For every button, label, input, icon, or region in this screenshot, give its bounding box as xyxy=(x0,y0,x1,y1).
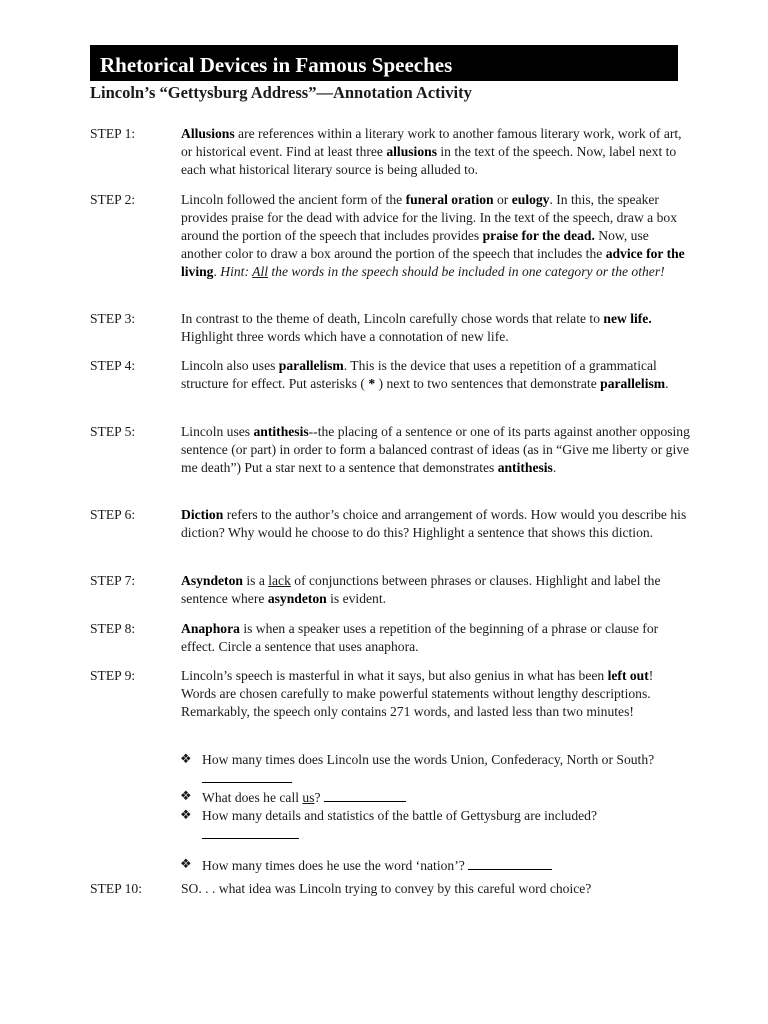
step-label: STEP 3: xyxy=(90,311,136,326)
text-run: . In this, the speaker provides praise for the dead with advice for the living. In the text of the speech, draw a box around the portion of the speech that includes provides xyxy=(181,192,678,243)
step-text xyxy=(181,423,691,477)
text-run: How many times does he use the word ‘nation’? xyxy=(202,858,469,873)
text-run: Hint: xyxy=(220,264,253,279)
title-bar xyxy=(90,45,678,81)
step-text xyxy=(181,572,691,608)
text-run: the words in the speech should be included in one category or the other! xyxy=(268,264,665,279)
text-run: . xyxy=(665,376,669,391)
text-run: * xyxy=(368,376,376,391)
step-text xyxy=(181,667,691,721)
text-run: SO. . . what idea was Lincoln trying to convey by this careful word choice? xyxy=(181,881,592,896)
text-run: . This is the device that uses a repetition of a grammatical structure for effect. Put asterisks ( xyxy=(181,358,657,391)
text-run: refers to the author’s choice and arrangement of words. How would you describe his diction? Why would he choose to do this? Highlight a sentence that shows this diction. xyxy=(181,507,687,540)
diamond-bullet-icon: ❖ xyxy=(180,752,192,767)
text-run: Allusions xyxy=(181,126,235,141)
text-run: --the placing of a sentence or one of its parts against another opposing sentence (or part) in order to form a balanced contrast of ideas (as in “Give me liberty or give me death”) Put a star next to a sentence that demonstrates xyxy=(181,424,690,475)
text-run: All xyxy=(252,264,268,279)
diamond-bullet-icon: ❖ xyxy=(180,808,192,823)
step-text xyxy=(181,357,691,393)
step-label: STEP 5: xyxy=(90,424,136,439)
text-run: are references within a literary work to another famous literary work, work of art, or historical event. Find at least three xyxy=(181,126,682,159)
question-list xyxy=(180,751,680,875)
step-label: STEP 8: xyxy=(90,621,136,636)
page-subtitle: Lincoln’s “Gettysburg Address”—Annotation Activity xyxy=(90,83,472,102)
answer-blank[interactable] xyxy=(468,856,552,870)
text-run: of conjunctions between phrases or clauses. Highlight and label the sentence where xyxy=(181,573,661,606)
text-run: left out xyxy=(607,668,649,683)
diamond-bullet-icon: ❖ xyxy=(180,857,192,872)
step-label: STEP 4: xyxy=(90,358,136,373)
text-run: antithesis xyxy=(497,460,553,475)
step-text xyxy=(181,506,691,542)
question-text xyxy=(202,790,324,805)
text-run: ! Words are chosen carefully to make powerful statements without lengthy descriptions. Remarkably, the speech only contains 271 words, and lasted less than two minutes! xyxy=(181,668,654,719)
text-run: In contrast to the theme of death, Lincoln carefully chose words that relate to xyxy=(181,311,604,326)
question-item xyxy=(180,751,672,788)
answer-blank[interactable] xyxy=(202,769,292,783)
question-item xyxy=(180,807,662,844)
text-run: parallelism xyxy=(600,376,666,391)
step-label: STEP 9: xyxy=(90,668,136,683)
text-run: Lincoln’s speech is masterful in what it says, but also genius in what has been xyxy=(181,668,608,683)
text-run: is evident. xyxy=(326,591,387,606)
text-run: Lincoln uses xyxy=(181,424,254,439)
text-run: . xyxy=(552,460,557,475)
page-title: Rhetorical Devices in Famous Speeches xyxy=(100,53,453,77)
text-run: Diction xyxy=(181,507,224,522)
text-run: ) next to two sentences that demonstrate xyxy=(375,376,601,391)
text-run: is when a speaker uses a repetition of the beginning of a phrase or clause for effect. Circle a sentence that uses anaphora. xyxy=(181,621,659,654)
diamond-bullet-icon: ❖ xyxy=(180,789,192,804)
question-text xyxy=(202,752,654,767)
text-run: allusions xyxy=(386,144,437,159)
text-run: eulogy xyxy=(511,192,550,207)
text-run: Highlight three words which have a connotation of new life. xyxy=(181,329,509,344)
text-run: What does he call xyxy=(202,790,303,805)
text-run: in the text of the speech. Now, label next to each what historical literary source is being alluded to. xyxy=(181,144,677,177)
text-run: . xyxy=(213,264,221,279)
text-run: How many times does Lincoln use the words Union, Confederacy, North or South? xyxy=(202,752,655,767)
text-run: asyndeton xyxy=(267,591,327,606)
text-run: ? xyxy=(314,790,324,805)
text-run: parallelism xyxy=(278,358,344,373)
text-run: funeral oration xyxy=(405,192,494,207)
step-label: STEP 7: xyxy=(90,573,136,588)
text-run: new life. xyxy=(603,311,652,326)
question-text xyxy=(202,808,597,823)
step-label: STEP 10: xyxy=(90,881,142,896)
text-run: Lincoln followed the ancient form of the xyxy=(181,192,406,207)
text-run: Asyndeton xyxy=(181,573,243,588)
answer-blank[interactable] xyxy=(324,788,406,802)
text-run: antithesis xyxy=(253,424,309,439)
answer-blank[interactable] xyxy=(202,825,299,839)
step-text xyxy=(181,880,691,898)
step-label: STEP 6: xyxy=(90,507,136,522)
text-run: Anaphora xyxy=(181,621,240,636)
text-run: How many details and statistics of the battle of Gettysburg are included? xyxy=(202,808,597,823)
step-text xyxy=(181,310,691,346)
question-item xyxy=(180,856,680,875)
text-run: or xyxy=(493,192,512,207)
text-run: lack xyxy=(268,573,291,588)
text-run: Lincoln also uses xyxy=(181,358,279,373)
text-run: us xyxy=(302,790,315,805)
step-label: STEP 1: xyxy=(90,126,136,141)
step-text xyxy=(181,125,691,179)
step-text xyxy=(181,191,691,281)
text-run: Now, use another color to draw a box around the portion of the speech that includes the xyxy=(181,228,649,261)
step-text xyxy=(181,620,691,656)
text-run: is a xyxy=(242,573,269,588)
question-text xyxy=(202,858,468,873)
text-run: praise for the dead. xyxy=(482,228,595,243)
question-item xyxy=(180,788,680,807)
text-run: advice for the living xyxy=(181,246,685,279)
step-label: STEP 2: xyxy=(90,192,136,207)
